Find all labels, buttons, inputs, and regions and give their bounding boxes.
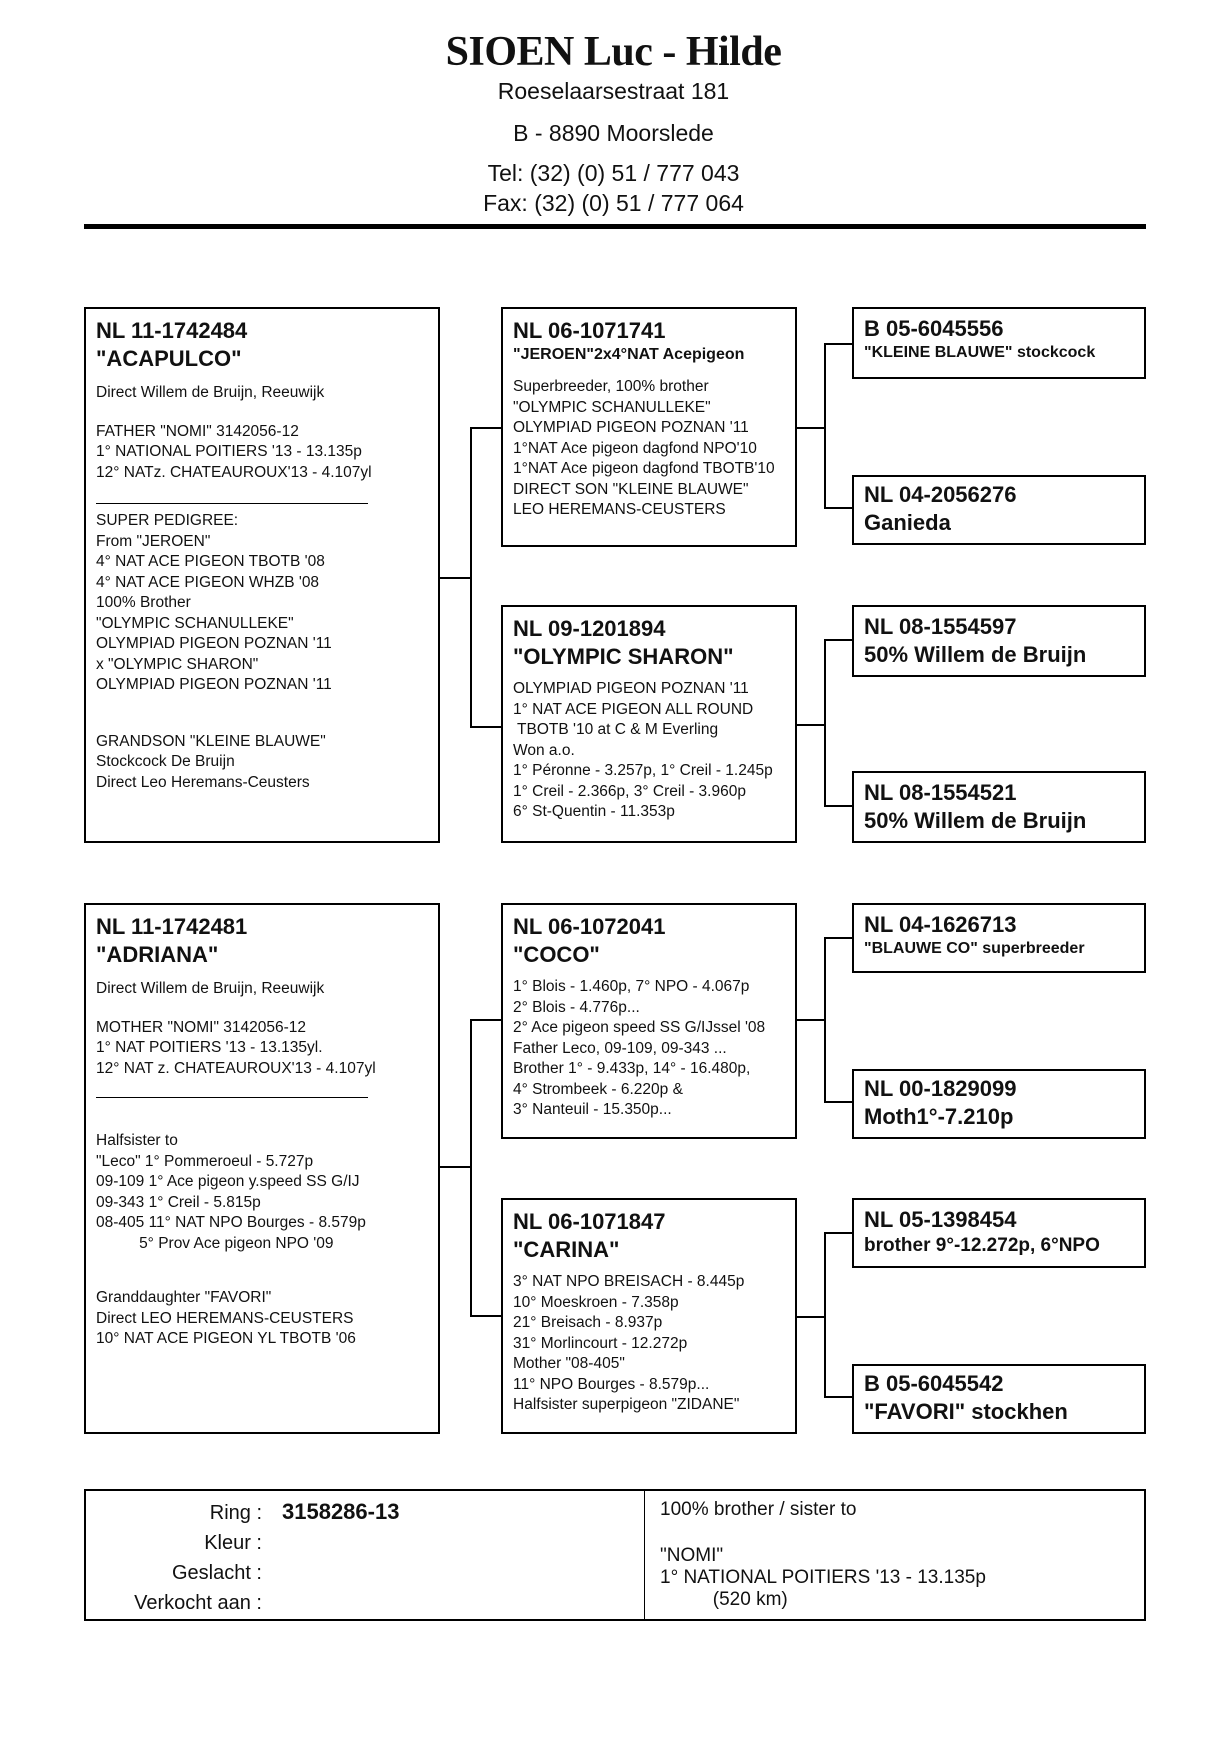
cock-name: "ACAPULCO" bbox=[96, 346, 242, 371]
cock-dam-box bbox=[501, 605, 797, 843]
cock-dam-name: "OLYMPIC SHARON" bbox=[513, 644, 734, 669]
cock-box bbox=[84, 307, 440, 843]
grandparent-box bbox=[852, 903, 1146, 973]
connector bbox=[797, 427, 825, 429]
connector bbox=[824, 805, 852, 807]
cock-ring: NL 11-1742484 bbox=[96, 318, 248, 343]
cock-sire-box bbox=[501, 307, 797, 547]
connector bbox=[824, 639, 852, 641]
grandparent-ring: NL 08-1554597 bbox=[864, 614, 1017, 639]
connector bbox=[470, 1019, 472, 1317]
breeder-name: SIOEN Luc - Hilde bbox=[445, 29, 782, 75]
grandparent-name: 50% Willem de Bruijn bbox=[864, 808, 1087, 833]
cock-dam-ring: NL 09-1201894 bbox=[513, 616, 666, 641]
connector bbox=[797, 724, 825, 726]
breeder-city: B - 8890 Moorslede bbox=[513, 120, 714, 146]
cock-dam-info: OLYMPIAD PIGEON POZNAN '11 1° NAT ACE PIGEON ALL ROUND TBOTB '10 at C & M Everling Won a.o. 1° Péronne - 3.257p, 1° Creil - 1.245p 1° Creil - 2.366p, 3° Creil - 3.960p 6° St-Quentin - 11.353p bbox=[513, 680, 773, 820]
cock-origin: Direct Willem de Bruijn, Reeuwijk bbox=[96, 384, 325, 401]
connector bbox=[824, 1232, 826, 1398]
ring-label: Ring : bbox=[209, 1502, 262, 1524]
footer-note-heading: 100% brother / sister to bbox=[660, 1499, 857, 1520]
breeder-street: Roeselaarsestraat 181 bbox=[497, 78, 730, 104]
hen-sire-box bbox=[501, 903, 797, 1139]
grandparent-ring: NL 00-1829099 bbox=[864, 1076, 1017, 1101]
footer-divider bbox=[644, 1491, 645, 1619]
color-label: Kleur : bbox=[204, 1532, 262, 1554]
cock-pedigree: SUPER PEDIGREE: From "JEROEN" 4° NAT ACE PIGEON TBOTB '08 4° NAT ACE PIGEON WHZB '08 100% Brother "OLYMPIC SCHANULLEKE" OLYMPIAD PIGEON POZNAN '11 x "OLYMPIC SHARON" OLYMPIAD PIGEON POZNAN '11 bbox=[96, 512, 332, 693]
hen-granddaughter: Granddaughter "FAVORI" Direct LEO HEREMANS-CEUSTERS 10° NAT ACE PIGEON YL TBOTB '06 bbox=[96, 1289, 356, 1347]
hen-sire-ring: NL 06-1072041 bbox=[513, 914, 666, 939]
connector bbox=[824, 937, 852, 939]
sold-to-label: Verkocht aan : bbox=[134, 1592, 262, 1614]
divider bbox=[96, 503, 368, 504]
hen-mother-info: MOTHER "NOMI" 3142056-12 1° NAT POITIERS '13 - 13.135yl. 12° NAT z. CHATEAUROUX'13 - 4.107yl bbox=[96, 1018, 376, 1077]
hen-halfsister: Halfsister to "Leco" 1° Pommeroeul - 5.727p 09-109 1° Ace pigeon y.speed SS G/IJ 09-343 1° Creil - 5.815p 08-405 11° NAT NPO Bourges - 8.579p 5° Prov Ace pigeon NPO '09 bbox=[96, 1132, 366, 1252]
grandparent-ring: NL 05-1398454 bbox=[864, 1207, 1017, 1232]
cock-sire-info: Superbreeder, 100% brother "OLYMPIC SCHANULLEKE" OLYMPIAD PIGEON POZNAN '11 1°NAT Ace pigeon dagfond NPO'10 1°NAT Ace pigeon dagfond TBOTB'10 DIRECT SON "KLEINE BLAUWE" LEO HEREMANS-CEUSTERS bbox=[513, 378, 775, 518]
hen-box bbox=[84, 903, 440, 1434]
connector bbox=[824, 343, 826, 509]
connector bbox=[824, 1232, 852, 1234]
grandparent-box bbox=[852, 1364, 1146, 1434]
grandparent-box bbox=[852, 1069, 1146, 1139]
header-rule bbox=[84, 224, 1146, 229]
hen-dam-name: "CARINA" bbox=[513, 1237, 620, 1262]
grandparent-box bbox=[852, 771, 1146, 843]
hen-dam-ring: NL 06-1071847 bbox=[513, 1209, 666, 1234]
grandparent-ring: NL 08-1554521 bbox=[864, 780, 1017, 805]
divider bbox=[96, 1097, 368, 1098]
grandparent-name: "KLEINE BLAUWE" stockcock bbox=[864, 344, 1096, 361]
connector bbox=[824, 639, 826, 807]
connector bbox=[824, 1396, 852, 1398]
grandparent-name: Moth1°-7.210p bbox=[864, 1104, 1014, 1129]
grandparent-ring: B 05-6045542 bbox=[864, 1371, 1004, 1396]
connector bbox=[797, 1316, 825, 1318]
grandparent-box bbox=[852, 1198, 1146, 1268]
cock-grandson: GRANDSON "KLEINE BLAUWE" Stockcock De Bruijn Direct Leo Heremans-Ceusters bbox=[96, 732, 326, 791]
grandparent-name: 50% Willem de Bruijn bbox=[864, 642, 1087, 667]
connector bbox=[470, 1315, 501, 1317]
breeder-tel: Tel: (32) (0) 51 / 777 043 bbox=[487, 160, 740, 186]
connector bbox=[824, 343, 852, 345]
cock-sire-name: "JEROEN"2x4°NAT Acepigeon bbox=[513, 346, 745, 363]
connector bbox=[824, 937, 826, 1103]
connector bbox=[440, 577, 471, 579]
connector bbox=[470, 427, 501, 429]
hen-ring: NL 11-1742481 bbox=[96, 914, 248, 939]
grandparent-name: "BLAUWE CO" superbreeder bbox=[864, 940, 1085, 957]
hen-dam-info: 3° NAT NPO BREISACH - 8.445p 10° Moeskroen - 7.358p 21° Breisach - 8.937p 31° Morlincourt - 12.272p Mother "08-405" 11° NPO Bourges - 8.579p... Halfsister superpigeon "ZIDANE" bbox=[513, 1273, 745, 1413]
connector bbox=[470, 1019, 501, 1021]
ring-value: 3158286-13 bbox=[282, 1499, 400, 1524]
connector bbox=[824, 507, 852, 509]
grandparent-ring: NL 04-2056276 bbox=[864, 482, 1017, 507]
connector bbox=[440, 1166, 471, 1168]
hen-sire-info: 1° Blois - 1.460p, 7° NPO - 4.067p 2° Blois - 4.776p... 2° Ace pigeon speed SS G/IJssel '08 Father Leco, 09-109, 09-343 ... Brother 1° - 9.433p, 14° - 16.480p, 4° Strombeek - 6.220p & 3° Nanteuil - 15.350p... bbox=[513, 978, 766, 1118]
grandparent-name: "FAVORI" stockhen bbox=[864, 1399, 1068, 1424]
grandparent-name: Ganieda bbox=[864, 510, 951, 535]
connector bbox=[470, 427, 472, 728]
grandparent-ring: B 05-6045556 bbox=[864, 316, 1004, 341]
hen-name: "ADRIANA" bbox=[96, 942, 219, 967]
grandparent-name: brother 9°-12.272p, 6°NPO bbox=[864, 1235, 1100, 1256]
sex-label: Geslacht : bbox=[171, 1562, 262, 1584]
cock-father-info: FATHER "NOMI" 3142056-12 1° NATIONAL POITIERS '13 - 13.135p 12° NATz. CHATEAUROUX'13 - 4.107yl bbox=[96, 422, 372, 481]
breeder-fax: Fax: (32) (0) 51 / 777 064 bbox=[483, 190, 744, 216]
hen-dam-box bbox=[501, 1198, 797, 1434]
hen-origin: Direct Willem de Bruijn, Reeuwijk bbox=[96, 980, 325, 997]
grandparent-box bbox=[852, 475, 1146, 545]
hen-sire-name: "COCO" bbox=[513, 942, 600, 967]
footer-box bbox=[84, 1489, 1146, 1621]
grandparent-ring: NL 04-1626713 bbox=[864, 912, 1017, 937]
cock-sire-ring: NL 06-1071741 bbox=[513, 318, 666, 343]
grandparent-box bbox=[852, 605, 1146, 677]
connector bbox=[470, 726, 501, 728]
connector bbox=[797, 1019, 825, 1021]
grandparent-box bbox=[852, 307, 1146, 379]
footer-note-body: "NOMI" 1° NATIONAL POITIERS '13 - 13.135p (520 km) bbox=[660, 1545, 986, 1610]
connector bbox=[824, 1101, 852, 1103]
